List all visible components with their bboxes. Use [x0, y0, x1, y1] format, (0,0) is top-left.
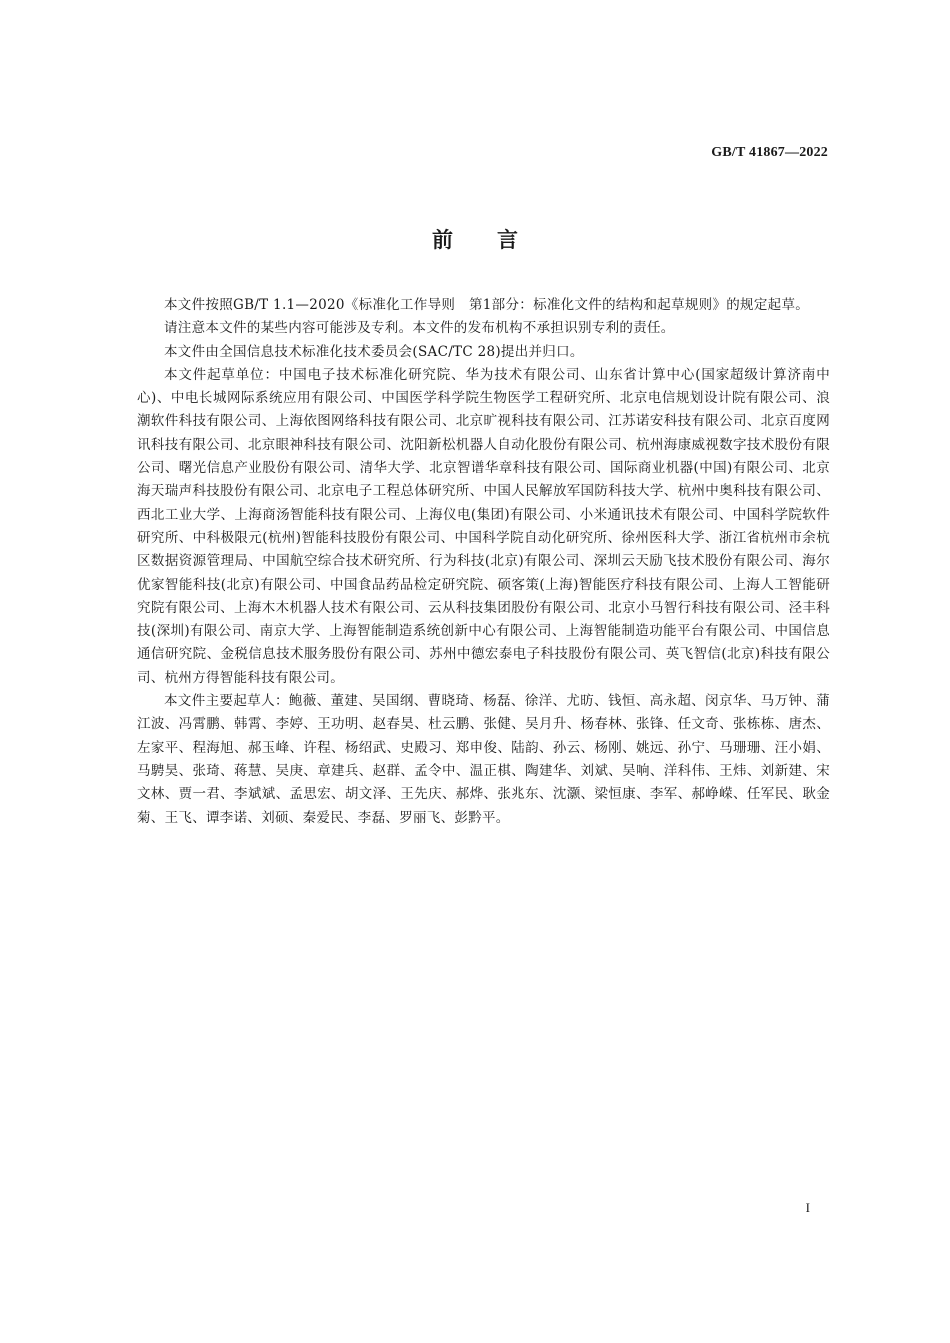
foreword-body: [137, 294, 830, 830]
page-title: 前言: [432, 228, 562, 252]
paragraph-patent-notice: 请注意本文件的某些内容可能涉及专利。本文件的发布机构不承担识别专利的责任。: [164, 320, 675, 337]
paragraph-proposer: 本文件由全国信息技术标准化技术委员会(SAC/TC 28)提出并归口。: [164, 343, 584, 360]
paragraph-drafters: 本文件主要起草人：鲍薇、董建、吴国纲、曹晓琦、杨磊、徐洋、尤昉、钱恒、高永超、闵京华、马万钟、蒲江波、冯霄鹏、韩霄、李婷、王功明、赵春昊、杜云鹏、张健、吴月升、杨春林、张锋、任文奇、张栋栋、唐杰、左家平、程海旭、郝玉峰、许程、杨绍武、史殿习、郑申俊、陆韵、孙云、杨刚、姚远、孙宁、马珊珊、汪小娟、马騁昊、张琦、蒋慧、吴庚、章建兵、赵群、孟令中、温正棋、陶建华、刘斌、吴响、洋科伟、王炜、刘新建、宋文林、贾一君、李斌斌、孟思宏、胡文泽、王先庆、郝烨、张兆东、沈灏、梁恒康、李军、郝峥嵘、任军民、耿金菊、王飞、谭李诺、刘硕、秦爱民、李磊、罗丽飞、彭黔平。: [137, 693, 830, 826]
page-number: I: [805, 1200, 810, 1215]
paragraph-drafting-units: 本文件起草单位：中国电子技术标准化研究院、华为技术有限公司、山东省计算中心(国家超级计算济南中心)、中电长城网际系统应用有限公司、中国医学科学院生物医学工程研究所、北京电信规划设计院有限公司、浪潮软件科技有限公司、上海依图网络科技有限公司、北京旷视科技有限公司、江苏诺安科技有限公司、北京百度网讯科技有限公司、北京眼神科技有限公司、沈阳新松机器人自动化股份有限公司、杭州海康威视数字技术股份有限公司、曙光信息产业股份有限公司、清华大学、北京智谱华章科技有限公司、国际商业机器(中国)有限公司、北京海天瑞声科技股份有限公司、北京电子工程总体研究所、中国人民解放军国防科技大学、杭州中奥科技有限公司、西北工业大学、上海商汤智能科技有限公司、上海仪电(集团)有限公司、小米通讯技术有限公司、中国科学院软件研究所、中科极限元(杭州)智能科技股份有限公司、中国科学院自动化研究所、徐州医科大学、浙江省杭州市余杭区数据资源管理局、中国航空综合技术研究所、行为科技(北京)有限公司、深圳云天励飞技术股份有限公司、海尔优家智能科技(北京)有限公司、中国食品药品检定研究院、硕客策(上海)智能医疗科技有限公司、上海人工智能研究院有限公司、上海木木机器人技术有限公司、云从科技集团股份有限公司、北京小马智行科技有限公司、泾丰科技(深圳)有限公司、南京大学、上海智能制造系统创新中心有限公司、上海智能制造功能平台有限公司、中国信息通信研究院、金税信息技术服务股份有限公司、苏州中德宏泰电子科技股份有限公司、英飞智信(北京)科技有限公司、杭州方得智能科技有限公司。: [137, 366, 830, 686]
standard-number: GB/T 41867—2022: [711, 145, 828, 160]
paragraph-drafting-rules: 本文件按照GB/T 1.1—2020《标准化工作导则 第1部分：标准化文件的结构和起草规则》的规定起草。: [164, 297, 810, 313]
